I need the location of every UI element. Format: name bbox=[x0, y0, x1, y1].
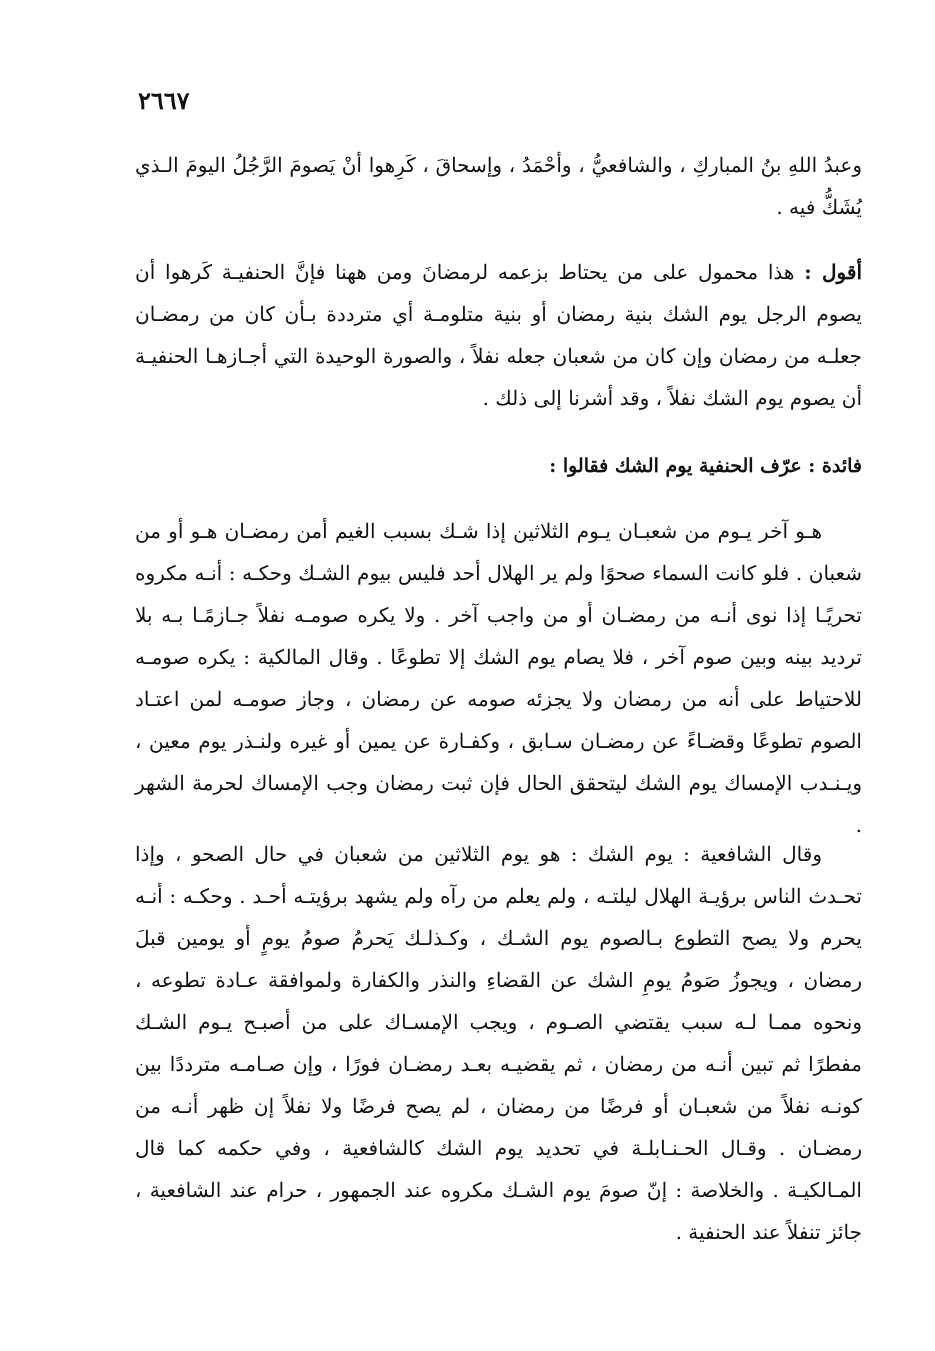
paragraph-quote-text: وعبدُ اللهِ بنُ المباركِ ، والشافعيُّ ، وأحْمَدُ ، وإسحاقَ ، كَرِهوا أنْ يَصومَ الرَّجُلُ اليومَ الـذي يُشَكُّ فيه . bbox=[135, 153, 862, 219]
paragraph-commentary-text bbox=[135, 251, 862, 419]
page-number: ٢٦٦٧ bbox=[138, 86, 190, 115]
paragraph-hanafi-definition bbox=[135, 510, 862, 846]
paragraph-commentary bbox=[135, 251, 862, 419]
paragraph-commentary-body: هذا محمول على من يحتاط بزعمه لرمضانَ ومن ههنا فإنَّ الحنفيـة كَرهوا أن يصوم الرجل يوم الشك بنية رمضان أو بنية متلومـة أي مترددة بـأن كان من رمضـان جعلـه من رمضان وإن كان من شعبان جعله نفلاً ، والصورة الوحيدة التي أجـازهـا الحنفيـة أن يصوم يوم الشك نفلاً ، وقد أشرنا إلى ذلك . bbox=[135, 260, 862, 410]
paragraph-hanafi-definition-text: هـو آخر يـوم من شعبـان يـوم الثلاثين إذا شـك بسبب الغيم أمن رمضـان هـو أو من شعبان . فلو كانت السماء صحوًا ولم ير الهلال أحد فليس بيوم الشـك وحكـه : أنـه مكروه تحريًـا إذا نوى أنـه من رمضـان أو من واجب آخر . ولا يكره صومـه نفلاً جـازمًـا بـه بلا ترديد بينه وبين صوم آخر ، فلا يصام يوم الشك إلا تطوعًا . وقال المالكية : يكره صومـه للاحتياط على أنه من رمضان ولا يجزئه صومه عن رمضان ، وجاز صومـه لمن اعتـاد الصوم تطوعًا وقضـاءً عن رمضـان سـابق ، وكفـارة عن يمين أو غيره ولنـذر يوم معين ، ويـنـدب الإمساك يوم الشك ليتحقق الحال فإن ثبت رمضان وجب الإمساك لحرمة الشهر . bbox=[135, 519, 862, 837]
paragraph-shafii-definition bbox=[135, 833, 862, 1253]
paragraph-lead-label: أقول : bbox=[804, 260, 862, 284]
section-heading-text: فائدة : عرّف الحنفية يوم الشك فقالوا : bbox=[549, 455, 862, 477]
section-heading bbox=[135, 445, 862, 487]
paragraph-shafii-definition-text: وقال الشافعية : يوم الشك : هو يوم الثلاثين من شعبان في حال الصحو ، وإذا تحـدث الناس برؤيـة الهلال ليلتـه ، ولم يعلم من رآه ولم يشهد برؤيتـه أحـد . وحكـه : أنـه يحرم ولا يصح التطوع بـالصوم يوم الشـك ، وكـذلـك يَحرمُ صومُ يومٍ أو يومين قبلَ رمضان ، ويجوزُ صَومُ يومِ الشك عن القضاءِ والنذر والكفارة ولموافقة عـادة تطوعه ، ونحوه ممـا لـه سبب يقتضي الصـوم ، ويجب الإمسـاك على من أصبـح يـوم الشـك مفطرًا ثم تبين أنـه من رمضان ، ثم يقضيـه بعـد رمضـان فورًا ، وإن صـامـه مترددًا بين كونـه نفلاً من شعبـان أو فرضًا من رمضان ، لم يصح فرضًا ولا نفلاً إن ظهر أنـه من رمضـان . وقـال الحـنـابلـة في تحديد يوم الشك كالشافعية ، وفي حكمه كما قال المـالكيـة . والخلاصة : إنّ صومَ يوم الشـك مكروه عند الجمهور ، حرام عند الشافعية ، جائز تنفلاً عند الحنفية . bbox=[135, 842, 863, 1244]
paragraph-quote bbox=[135, 144, 862, 228]
